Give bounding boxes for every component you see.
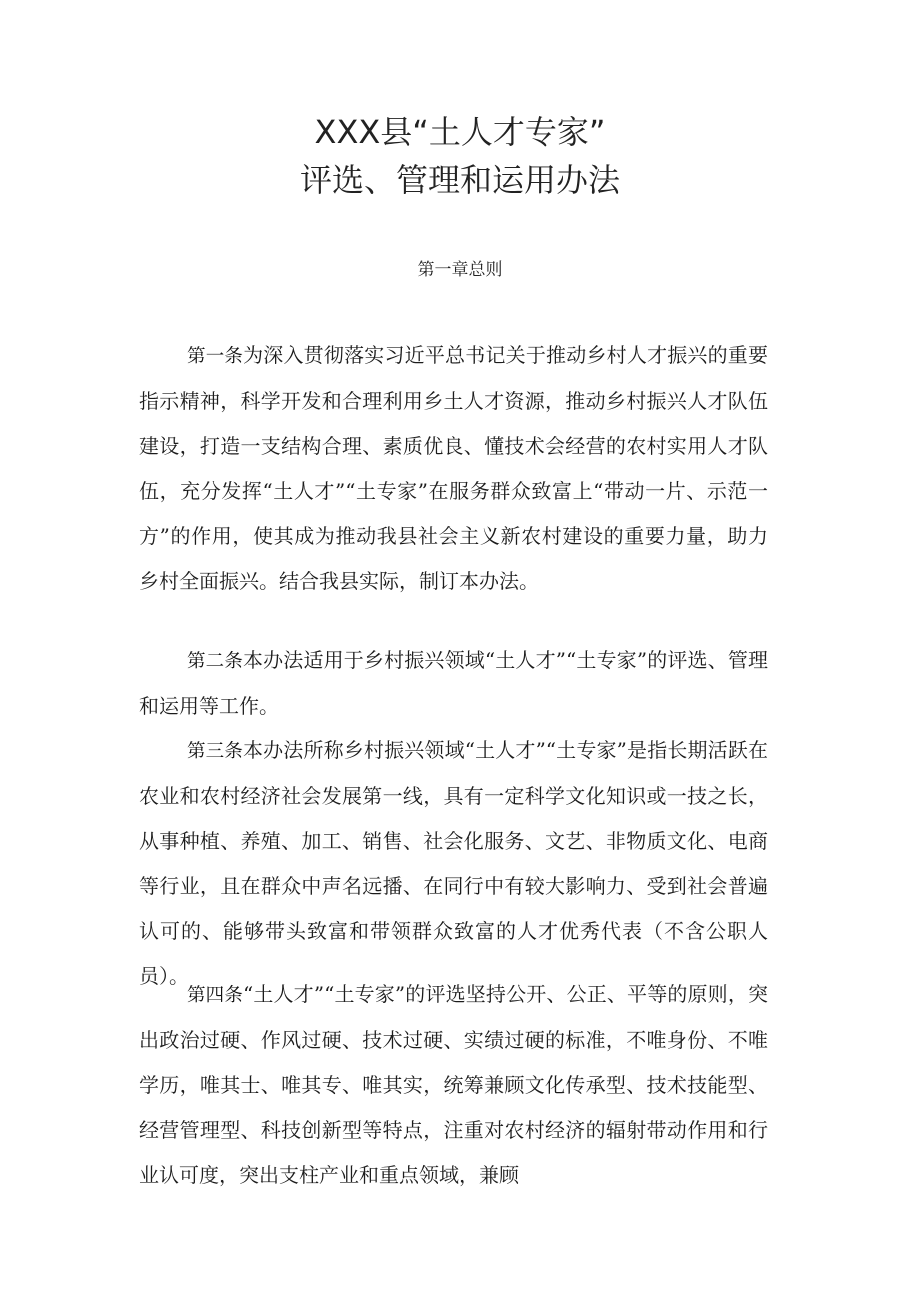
article-1-heading: 第一条 [187, 346, 244, 367]
article-3 [139, 728, 768, 999]
article-4-body: “土人才”“土专家”的评选坚持公开、公正、平等的原则，突出政治过硬、作风过硬、技术过硬、实绩过硬的标准，不唯身份、不唯学历，唯其士、唯其专、唯其实，统筹兼顾文化传承型、技术技能型、经营管理型、科技创新型等特点，注重对农村经济的辐射带动作用和行业认可度，突出支柱产业和重点领域，兼顾 [139, 982, 768, 1187]
article-4 [139, 972, 768, 1198]
article-1-body: 为深入贯彻落实习近平总书记关于推动乡村人才振兴的重要指示精神，科学开发和合理利用乡土人才资源，推动乡村振兴人才队伍建设，打造一支结构合理、素质优良、懂技术会经营的农村实用人才队伍，充分发挥“土人才”“土专家”在服务群众致富上“带动一片、示范一方”的作用，使其成为推动我县社会主义新农村建设的重要力量，助力乡村全面振兴。结合我县实际，制订本办法。 [139, 343, 768, 593]
article-2-body: 本办法适用于乡村振兴领域“土人才”“土专家”的评选、管理和运用等工作。 [139, 648, 768, 718]
article-3-heading: 第三条 [187, 741, 243, 762]
document-title-line-1: XXX县“土人才专家” [314, 113, 606, 151]
article-2 [139, 638, 768, 729]
document-title-line-2: 评选、管理和运用办法 [299, 161, 620, 199]
article-4-heading: 第四条 [187, 985, 243, 1006]
article-3-body: 本办法所称乡村振兴领域“土人才”“土专家”是指长期活跃在农业和农村经济社会发展第一线，具有一定科学文化知识或一技之长，从事种植、养殖、加工、销售、社会化服务、文艺、非物质文化、电商等行业，且在群众中声名远播、在同行中有较大影响力、受到社会普遍认可的、能够带头致富和带领群众致富的人才优秀代表（不含公职人员）。 [139, 738, 768, 988]
chapter-heading: 第一章总则 [417, 260, 503, 280]
article-2-heading: 第二条 [187, 651, 243, 672]
article-1 [139, 333, 768, 604]
